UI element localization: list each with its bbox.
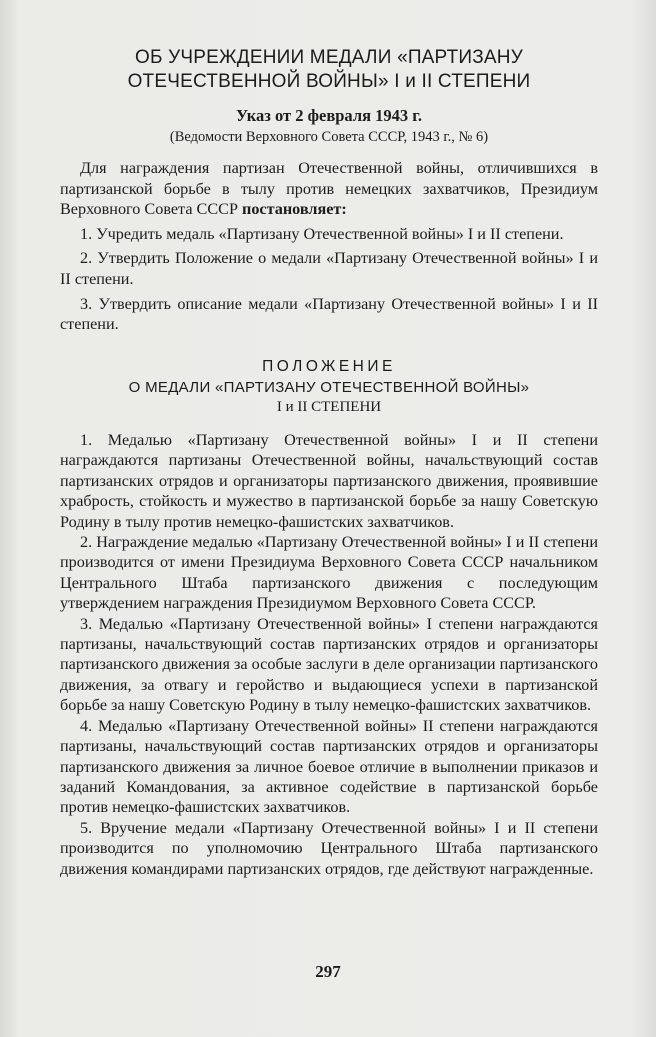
publication-source: (Ведомости Верховного Совета СССР, 1943 г., № 6) bbox=[169, 129, 489, 145]
regulation-subtitle: О МЕДАЛИ «ПАРТИЗАНУ ОТЕЧЕСТВЕННОЙ ВОЙНЫ» bbox=[128, 379, 530, 396]
regulation-title: ПОЛОЖЕНИЕ bbox=[262, 358, 396, 375]
article-paragraph: 3. Медалью «Партизану Отечественной войны» I степени награждаются партизаны, начальствующий состав партизанских отрядов и организаторы партизанского движения за особые заслуги в деле организации партизанского движения, за отвагу и геройство и выдающиеся успехи в партизанской борьбе за нашу Советскую Родину в тылу немецко-фашистских захватчиков. bbox=[60, 614, 598, 715]
article-paragraph: 5. Вручение медали «Партизану Отечественной войны» I и II степени производится по уполномочию Центрального Штаба партизанского движения командирами партизанских отрядов, где действуют награжденные. bbox=[60, 818, 598, 878]
title-line-2: ОТЕЧЕСТВЕННОЙ ВОЙНЫ» I и II СТЕПЕНИ bbox=[127, 71, 531, 92]
decision-item: 2. Утвердить Положение о медали «Партизану Отечественной войны» I и II степени. bbox=[60, 249, 598, 288]
decision-item: 1. Учредить медаль «Партизану Отечественной войны» I и II степени. bbox=[80, 224, 564, 243]
decree-body bbox=[60, 158, 598, 339]
decision-item: 3. Утвердить описание медали «Партизану Отечественной войны» I и II степени. bbox=[60, 294, 598, 334]
intro-paragraph bbox=[60, 158, 598, 220]
regulation-heading bbox=[60, 356, 598, 417]
regulation-articles bbox=[60, 430, 598, 879]
article-paragraph: 4. Медалью «Партизану Отечественной войны» II степени награждаются партизаны, начальствующий состав партизанских отрядов и организаторы партизанского движения за личное боевое отличие в выполнении приказов и заданий Командования, за активное содействие в партизанской борьбе против немецко-фашистских захватчиков. bbox=[60, 716, 598, 817]
decree-date: Указ от 2 февраля 1943 г. bbox=[235, 106, 423, 125]
intro-verb: постановляет: bbox=[242, 200, 347, 219]
page-number: 297 bbox=[315, 962, 341, 981]
article-paragraph: 1. Медалью «Партизану Отечественной войны» I и II степени награждаются партизаны Отечественной войны, начальствующий состав партизанских отрядов и организаторы партизанского движения, проявившие храбрость, стойкость и мужество в партизанской борьбе за нашу Советскую Родину в тылу против немецко-фашистских захватчиков. bbox=[60, 431, 598, 531]
document-title bbox=[60, 46, 598, 94]
title-line-1: ОБ УЧРЕЖДЕНИИ МЕДАЛИ «ПАРТИЗАНУ bbox=[135, 47, 523, 68]
intro-text: Для награждения партизан Отечественной войны, отличившихся в партизанской борьбе в тылу против немецких захватчиков, Президиум Верховного Совета СССР bbox=[60, 159, 598, 219]
regulation-degrees: I и II СТЕПЕНИ bbox=[276, 399, 382, 415]
article-paragraph: 2. Награждение медалью «Партизану Отечественной войны» I и II степени производится от имени Президиума Верховного Совета СССР начальником Центрального Штаба партизанского движения с последующим утверждением награждения Президиумом Верховного Совета СССР. bbox=[60, 533, 598, 613]
